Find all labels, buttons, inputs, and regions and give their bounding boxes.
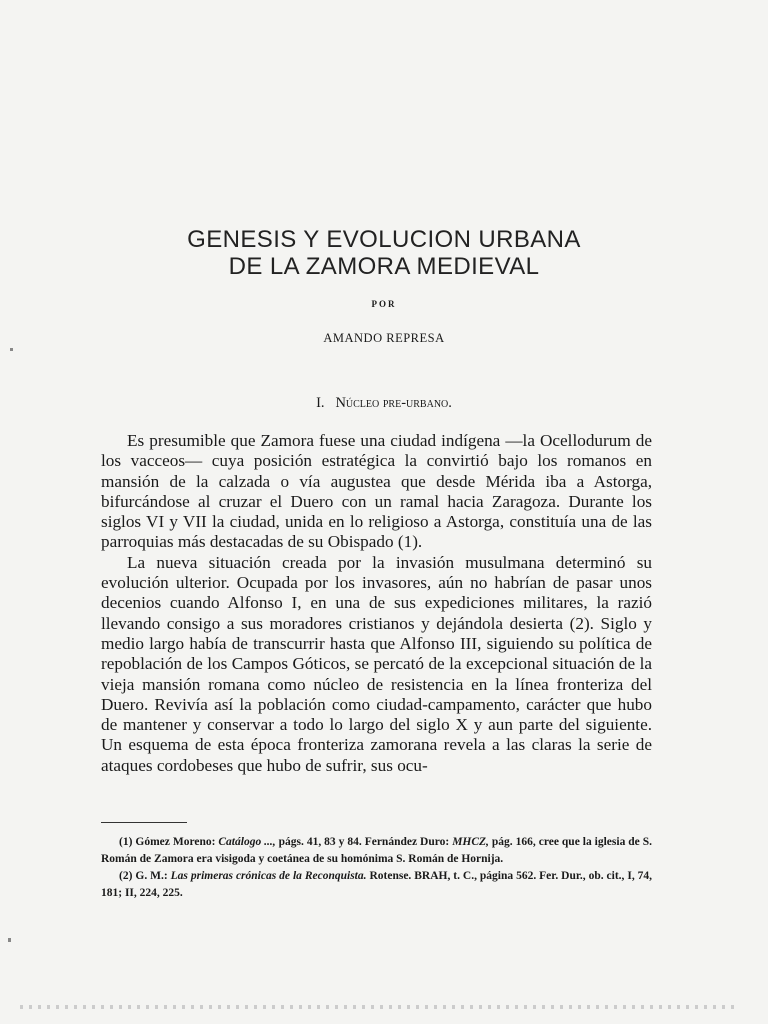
scan-mark-bottom-left	[8, 938, 11, 942]
title-line-1: GENESIS Y EVOLUCION URBANA	[187, 226, 581, 253]
paragraph-1: Es presumible que Zamora fuese una ciudad indígena —la Ocellodurum de los vacceos— cuya posición estratégica la convirtió bajo los romanos en mansión de la calzada o vía augustea que desde Mérida iba a Astorga, bifurcándose al cruzar el Duero con un ramal hacia Zaragoza. Durante los siglos VI y VII la ciudad, unida en lo religioso a Astorga, constituía una de las parroquias más destacadas de su Obispado (1).	[101, 431, 652, 552]
paragraph-2: La nueva situación creada por la invasión musulmana determinó su evolución ulterior. Ocupada por los invasores, aún no habrían de pasar unos decenios cuando Alfonso I, en una de sus expediciones militares, la razió llevando consigo a sus moradores cristianos y dejándola desierta (2). Siglo y medio largo había de transcurrir hasta que Alfonso III, siguiendo su política de repoblación de los Campos Góticos, se percató de la excepcional situación de la vieja mansión romana como núcleo de resistencia en la línea fronteriza del Duero. Revivía así la población como ciudad-campamento, carácter que hubo de mantener y conservar a todo lo largo del siglo X y aun parte del siguiente. Un esquema de esta época fronteriza zamorana revela a las claras la serie de ataques cordobeses que hubo de sufrir, sus ocu-	[101, 552, 652, 775]
section-heading	[0, 395, 768, 412]
footnote-1-work-2: MHCZ,	[452, 836, 489, 848]
title-line-2: DE LA ZAMORA MEDIEVAL	[228, 253, 540, 280]
section-title: Núcleo pre-urbano.	[335, 395, 452, 411]
body-text	[101, 431, 652, 776]
footnote-1-author: Gómez Moreno:	[135, 836, 216, 848]
author-name: AMANDO REPRESA	[323, 331, 445, 345]
byline-por: POR	[371, 299, 397, 309]
footnotes	[101, 834, 652, 902]
footnote-2	[101, 868, 652, 902]
footnote-1-number: (1)	[119, 836, 133, 848]
footnote-2-text: Rotense. BRAH, t. C., página 562. Fer. Dur., ob. cit., I, 74, 181; II, 224, 225.	[101, 870, 653, 899]
footnote-2-author: G. M.:	[135, 870, 168, 882]
scan-mark-left	[10, 348, 13, 351]
footnote-1	[101, 834, 652, 868]
footnote-1-text-b: pág. 166, cree que la iglesia de S. Román de Zamora era visigoda y coetánea de su homónima S. Román de Hornija.	[101, 836, 653, 865]
footnote-separator	[101, 822, 187, 823]
section-number: I.	[316, 395, 325, 411]
footnote-2-work: Las primeras crónicas de la Reconquista.	[170, 870, 367, 882]
scan-edge-noise	[20, 1005, 740, 1009]
footnote-1-text-a: págs. 41, 83 y 84. Fernández Duro:	[278, 836, 450, 848]
footnote-1-work: Catálogo ...,	[218, 836, 276, 848]
footnote-2-number: (2)	[119, 870, 133, 882]
